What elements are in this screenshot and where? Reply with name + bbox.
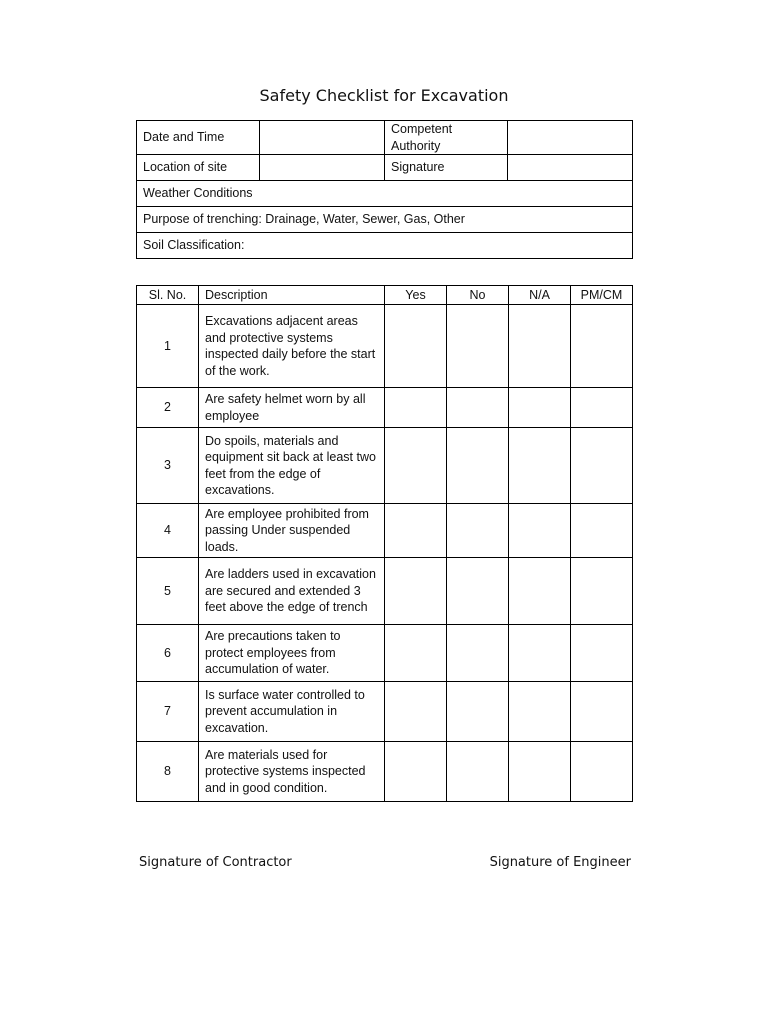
info-row-soil	[137, 233, 633, 259]
date-time-label: Date and Time	[137, 121, 260, 155]
checklist-row	[137, 558, 633, 625]
location-field[interactable]	[260, 155, 385, 181]
yes-cell[interactable]	[385, 504, 447, 558]
no-cell[interactable]	[447, 388, 509, 428]
na-cell[interactable]	[509, 504, 571, 558]
row-description: Is surface water controlled to prevent accumulation in excavation.	[199, 682, 385, 742]
yes-cell[interactable]	[385, 682, 447, 742]
no-cell[interactable]	[447, 742, 509, 802]
no-cell[interactable]	[447, 682, 509, 742]
yes-cell[interactable]	[385, 388, 447, 428]
na-cell[interactable]	[509, 742, 571, 802]
checklist-row	[137, 388, 633, 428]
competent-authority-field[interactable]	[508, 121, 633, 155]
row-number: 7	[137, 682, 199, 742]
na-cell[interactable]	[509, 625, 571, 682]
pm-cm-cell[interactable]	[571, 504, 633, 558]
header-description: Description	[199, 286, 385, 305]
checklist-row	[137, 428, 633, 504]
pm-cm-cell[interactable]	[571, 558, 633, 625]
info-row-location	[137, 155, 633, 181]
checklist-table	[136, 285, 633, 802]
header-pm-cm: PM/CM	[571, 286, 633, 305]
checklist-row	[137, 504, 633, 558]
yes-cell[interactable]	[385, 742, 447, 802]
row-number: 5	[137, 558, 199, 625]
date-time-field[interactable]	[260, 121, 385, 155]
contractor-signature-label: Signature of Contractor	[139, 855, 292, 870]
na-cell[interactable]	[509, 428, 571, 504]
row-number: 8	[137, 742, 199, 802]
no-cell[interactable]	[447, 504, 509, 558]
purpose-of-trenching-field[interactable]: Purpose of trenching: Drainage, Water, Sewer, Gas, Other	[137, 207, 633, 233]
pm-cm-cell[interactable]	[571, 742, 633, 802]
yes-cell[interactable]	[385, 305, 447, 388]
no-cell[interactable]	[447, 558, 509, 625]
checklist-row	[137, 305, 633, 388]
row-number: 6	[137, 625, 199, 682]
row-description: Are safety helmet worn by all employee	[199, 388, 385, 428]
info-row-purpose	[137, 207, 633, 233]
header-yes: Yes	[385, 286, 447, 305]
row-number: 1	[137, 305, 199, 388]
row-number: 2	[137, 388, 199, 428]
page-title: Safety Checklist for Excavation	[259, 86, 509, 105]
checklist-row	[137, 625, 633, 682]
info-row-date	[137, 121, 633, 155]
na-cell[interactable]	[509, 388, 571, 428]
row-description: Do spoils, materials and equipment sit back at least two feet from the edge of excavations.	[199, 428, 385, 504]
row-description: Excavations adjacent areas and protective systems inspected daily before the start of the work.	[199, 305, 385, 388]
pm-cm-cell[interactable]	[571, 625, 633, 682]
header-sl-no: Sl. No.	[137, 286, 199, 305]
na-cell[interactable]	[509, 305, 571, 388]
row-description: Are employee prohibited from passing Under suspended loads.	[199, 504, 385, 558]
checklist-header-row	[137, 286, 633, 305]
no-cell[interactable]	[447, 428, 509, 504]
competent-authority-label: Competent Authority	[385, 121, 508, 155]
row-description: Are ladders used in excavation are secured and extended 3 feet above the edge of trench	[199, 558, 385, 625]
site-info-table	[136, 120, 633, 259]
signature-field[interactable]	[508, 155, 633, 181]
pm-cm-cell[interactable]	[571, 388, 633, 428]
header-no: No	[447, 286, 509, 305]
pm-cm-cell[interactable]	[571, 305, 633, 388]
row-number: 3	[137, 428, 199, 504]
no-cell[interactable]	[447, 625, 509, 682]
na-cell[interactable]	[509, 682, 571, 742]
weather-conditions-field[interactable]: Weather Conditions	[137, 181, 633, 207]
yes-cell[interactable]	[385, 558, 447, 625]
signature-label: Signature	[385, 155, 508, 181]
pm-cm-cell[interactable]	[571, 682, 633, 742]
row-number: 4	[137, 504, 199, 558]
info-row-weather	[137, 181, 633, 207]
engineer-signature-label: Signature of Engineer	[489, 855, 631, 870]
row-description: Are materials used for protective systems inspected and in good condition.	[199, 742, 385, 802]
checklist-row	[137, 682, 633, 742]
yes-cell[interactable]	[385, 428, 447, 504]
header-na: N/A	[509, 286, 571, 305]
location-label: Location of site	[137, 155, 260, 181]
soil-classification-field[interactable]: Soil Classification:	[137, 233, 633, 259]
yes-cell[interactable]	[385, 625, 447, 682]
row-description: Are precautions taken to protect employees from accumulation of water.	[199, 625, 385, 682]
checklist-row	[137, 742, 633, 802]
pm-cm-cell[interactable]	[571, 428, 633, 504]
no-cell[interactable]	[447, 305, 509, 388]
na-cell[interactable]	[509, 558, 571, 625]
